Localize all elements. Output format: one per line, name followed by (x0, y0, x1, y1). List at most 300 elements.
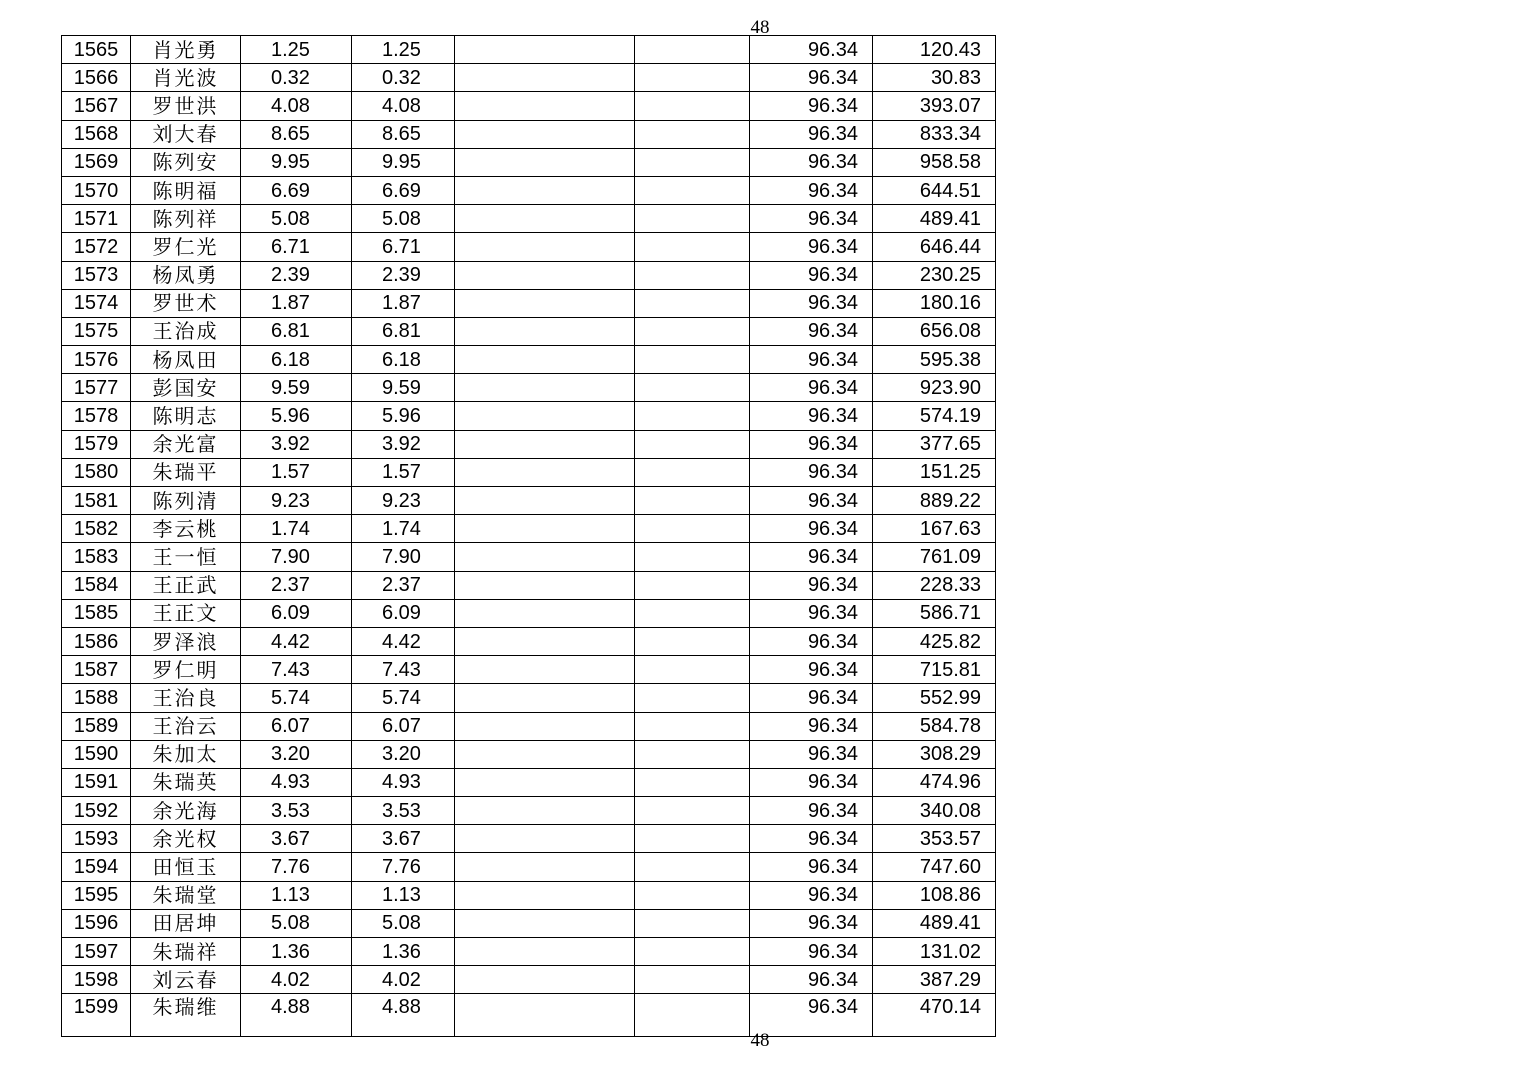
row-empty-cell (455, 487, 635, 515)
row-area-confirmed-cell: 2.39 (352, 261, 455, 289)
row-empty-cell (635, 740, 750, 768)
table-row (62, 909, 996, 937)
row-amount-cell: 923.90 (873, 374, 996, 402)
row-area-confirmed-cell: 3.92 (352, 430, 455, 458)
row-empty-cell (455, 148, 635, 176)
row-amount-cell: 489.41 (873, 205, 996, 233)
row-id-cell: 1578 (62, 402, 131, 430)
row-id-cell: 1583 (62, 543, 131, 571)
table-row (62, 543, 996, 571)
row-area-cell: 8.65 (241, 120, 352, 148)
row-empty-cell (635, 261, 750, 289)
row-rate-cell: 96.34 (750, 487, 873, 515)
row-amount-cell: 470.14 (873, 994, 996, 1037)
row-area-cell: 3.67 (241, 825, 352, 853)
row-id-cell: 1579 (62, 430, 131, 458)
row-amount-cell: 167.63 (873, 515, 996, 543)
row-amount-cell: 833.34 (873, 120, 996, 148)
row-name-cell: 罗仁明 (131, 656, 241, 684)
row-area-cell: 6.18 (241, 346, 352, 374)
row-area-confirmed-cell: 3.53 (352, 797, 455, 825)
row-area-cell: 2.37 (241, 571, 352, 599)
row-area-cell: 6.09 (241, 599, 352, 627)
row-empty-cell (635, 966, 750, 994)
row-amount-cell: 131.02 (873, 938, 996, 966)
row-empty-cell (455, 233, 635, 261)
row-amount-cell: 230.25 (873, 261, 996, 289)
row-area-cell: 7.76 (241, 853, 352, 881)
row-name-cell: 朱瑞英 (131, 768, 241, 796)
row-empty-cell (635, 627, 750, 655)
row-rate-cell: 96.34 (750, 261, 873, 289)
row-rate-cell: 96.34 (750, 458, 873, 486)
row-id-cell: 1593 (62, 825, 131, 853)
row-amount-cell: 656.08 (873, 317, 996, 345)
table-body (62, 36, 996, 1037)
row-name-cell: 王正文 (131, 599, 241, 627)
row-rate-cell: 96.34 (750, 684, 873, 712)
row-area-cell: 6.69 (241, 176, 352, 204)
row-area-cell: 1.25 (241, 36, 352, 64)
row-id-cell: 1577 (62, 374, 131, 402)
row-area-confirmed-cell: 1.87 (352, 289, 455, 317)
row-area-confirmed-cell: 5.08 (352, 909, 455, 937)
row-empty-cell (455, 740, 635, 768)
row-area-cell: 2.39 (241, 261, 352, 289)
row-empty-cell (635, 571, 750, 599)
table-row (62, 289, 996, 317)
row-rate-cell: 96.34 (750, 881, 873, 909)
row-name-cell: 肖光勇 (131, 36, 241, 64)
table-row (62, 205, 996, 233)
row-area-confirmed-cell: 6.71 (352, 233, 455, 261)
row-name-cell: 杨凤田 (131, 346, 241, 374)
row-rate-cell: 96.34 (750, 656, 873, 684)
row-name-cell: 王治云 (131, 712, 241, 740)
row-rate-cell: 96.34 (750, 36, 873, 64)
row-empty-cell (455, 656, 635, 684)
row-rate-cell: 96.34 (750, 205, 873, 233)
row-id-cell: 1568 (62, 120, 131, 148)
row-empty-cell (635, 92, 750, 120)
row-area-confirmed-cell: 2.37 (352, 571, 455, 599)
row-amount-cell: 108.86 (873, 881, 996, 909)
row-empty-cell (455, 205, 635, 233)
row-amount-cell: 574.19 (873, 402, 996, 430)
row-rate-cell: 96.34 (750, 797, 873, 825)
row-empty-cell (455, 346, 635, 374)
row-id-cell: 1599 (62, 994, 131, 1037)
row-rate-cell: 96.34 (750, 627, 873, 655)
row-id-cell: 1590 (62, 740, 131, 768)
table-row (62, 261, 996, 289)
row-amount-cell: 353.57 (873, 825, 996, 853)
row-area-confirmed-cell: 4.93 (352, 768, 455, 796)
row-area-cell: 5.08 (241, 205, 352, 233)
row-name-cell: 刘大春 (131, 120, 241, 148)
row-rate-cell: 96.34 (750, 176, 873, 204)
row-area-confirmed-cell: 5.96 (352, 402, 455, 430)
page-number-top: 48 (750, 17, 770, 38)
table-row (62, 797, 996, 825)
row-empty-cell (635, 938, 750, 966)
row-empty-cell (635, 458, 750, 486)
row-name-cell: 田居坤 (131, 909, 241, 937)
row-id-cell: 1594 (62, 853, 131, 881)
row-area-confirmed-cell: 7.43 (352, 656, 455, 684)
row-empty-cell (455, 627, 635, 655)
row-area-cell: 9.59 (241, 374, 352, 402)
row-empty-cell (635, 205, 750, 233)
table-row (62, 994, 996, 1037)
row-name-cell: 陈列安 (131, 148, 241, 176)
row-empty-cell (635, 64, 750, 92)
row-area-cell: 4.88 (241, 994, 352, 1037)
row-empty-cell (635, 233, 750, 261)
row-empty-cell (455, 853, 635, 881)
row-rate-cell: 96.34 (750, 994, 873, 1037)
row-id-cell: 1574 (62, 289, 131, 317)
table-row (62, 881, 996, 909)
row-amount-cell: 120.43 (873, 36, 996, 64)
row-empty-cell (455, 966, 635, 994)
row-area-cell: 3.20 (241, 740, 352, 768)
row-name-cell: 王正武 (131, 571, 241, 599)
table-row (62, 768, 996, 796)
row-id-cell: 1595 (62, 881, 131, 909)
row-name-cell: 朱瑞平 (131, 458, 241, 486)
table-row (62, 92, 996, 120)
row-empty-cell (455, 768, 635, 796)
row-name-cell: 王治良 (131, 684, 241, 712)
table-row (62, 36, 996, 64)
row-amount-cell: 595.38 (873, 346, 996, 374)
table-row (62, 966, 996, 994)
row-empty-cell (455, 64, 635, 92)
row-name-cell: 肖光波 (131, 64, 241, 92)
row-empty-cell (455, 374, 635, 402)
row-empty-cell (455, 120, 635, 148)
row-name-cell: 李云桃 (131, 515, 241, 543)
row-empty-cell (635, 768, 750, 796)
row-empty-cell (635, 120, 750, 148)
row-rate-cell: 96.34 (750, 233, 873, 261)
row-rate-cell: 96.34 (750, 430, 873, 458)
row-area-cell: 5.08 (241, 909, 352, 937)
table-row (62, 656, 996, 684)
row-id-cell: 1591 (62, 768, 131, 796)
row-area-confirmed-cell: 5.08 (352, 205, 455, 233)
row-rate-cell: 96.34 (750, 374, 873, 402)
row-area-confirmed-cell: 1.13 (352, 881, 455, 909)
row-amount-cell: 761.09 (873, 543, 996, 571)
row-empty-cell (455, 571, 635, 599)
row-amount-cell: 646.44 (873, 233, 996, 261)
row-rate-cell: 96.34 (750, 740, 873, 768)
row-id-cell: 1566 (62, 64, 131, 92)
row-amount-cell: 889.22 (873, 487, 996, 515)
row-empty-cell (455, 797, 635, 825)
row-amount-cell: 151.25 (873, 458, 996, 486)
row-empty-cell (635, 346, 750, 374)
row-empty-cell (635, 909, 750, 937)
row-area-cell: 7.43 (241, 656, 352, 684)
row-id-cell: 1565 (62, 36, 131, 64)
row-empty-cell (455, 543, 635, 571)
table-row (62, 853, 996, 881)
row-amount-cell: 552.99 (873, 684, 996, 712)
row-empty-cell (635, 515, 750, 543)
row-empty-cell (455, 938, 635, 966)
row-empty-cell (455, 430, 635, 458)
row-area-confirmed-cell: 3.20 (352, 740, 455, 768)
row-area-confirmed-cell: 4.42 (352, 627, 455, 655)
row-area-cell: 6.07 (241, 712, 352, 740)
row-area-confirmed-cell: 6.18 (352, 346, 455, 374)
row-rate-cell: 96.34 (750, 346, 873, 374)
row-name-cell: 王一恒 (131, 543, 241, 571)
row-rate-cell: 96.34 (750, 64, 873, 92)
row-amount-cell: 644.51 (873, 176, 996, 204)
row-empty-cell (455, 825, 635, 853)
row-area-confirmed-cell: 7.76 (352, 853, 455, 881)
row-area-cell: 1.13 (241, 881, 352, 909)
row-id-cell: 1571 (62, 205, 131, 233)
row-empty-cell (635, 36, 750, 64)
row-area-cell: 1.74 (241, 515, 352, 543)
row-rate-cell: 96.34 (750, 909, 873, 937)
table-row (62, 599, 996, 627)
row-rate-cell: 96.34 (750, 966, 873, 994)
row-amount-cell: 425.82 (873, 627, 996, 655)
row-empty-cell (635, 289, 750, 317)
row-rate-cell: 96.34 (750, 148, 873, 176)
row-amount-cell: 393.07 (873, 92, 996, 120)
row-rate-cell: 96.34 (750, 825, 873, 853)
row-id-cell: 1588 (62, 684, 131, 712)
row-amount-cell: 715.81 (873, 656, 996, 684)
table-row (62, 374, 996, 402)
row-name-cell: 王治成 (131, 317, 241, 345)
row-area-confirmed-cell: 1.74 (352, 515, 455, 543)
row-name-cell: 朱加太 (131, 740, 241, 768)
row-id-cell: 1570 (62, 176, 131, 204)
row-empty-cell (635, 176, 750, 204)
row-area-cell: 4.02 (241, 966, 352, 994)
row-empty-cell (455, 909, 635, 937)
row-rate-cell: 96.34 (750, 853, 873, 881)
row-id-cell: 1597 (62, 938, 131, 966)
row-empty-cell (635, 684, 750, 712)
row-area-cell: 0.32 (241, 64, 352, 92)
row-area-cell: 4.42 (241, 627, 352, 655)
row-id-cell: 1580 (62, 458, 131, 486)
row-id-cell: 1587 (62, 656, 131, 684)
row-area-confirmed-cell: 6.07 (352, 712, 455, 740)
row-id-cell: 1584 (62, 571, 131, 599)
row-id-cell: 1585 (62, 599, 131, 627)
row-rate-cell: 96.34 (750, 515, 873, 543)
row-amount-cell: 747.60 (873, 853, 996, 881)
row-name-cell: 朱瑞维 (131, 994, 241, 1037)
row-name-cell: 余光权 (131, 825, 241, 853)
row-name-cell: 陈列清 (131, 487, 241, 515)
row-name-cell: 朱瑞祥 (131, 938, 241, 966)
row-empty-cell (455, 994, 635, 1037)
row-empty-cell (635, 797, 750, 825)
row-area-cell: 3.92 (241, 430, 352, 458)
row-area-confirmed-cell: 4.08 (352, 92, 455, 120)
row-empty-cell (635, 148, 750, 176)
row-empty-cell (455, 402, 635, 430)
row-amount-cell: 958.58 (873, 148, 996, 176)
row-empty-cell (635, 656, 750, 684)
row-area-confirmed-cell: 9.59 (352, 374, 455, 402)
row-area-confirmed-cell: 3.67 (352, 825, 455, 853)
table-row (62, 938, 996, 966)
row-amount-cell: 474.96 (873, 768, 996, 796)
row-rate-cell: 96.34 (750, 289, 873, 317)
row-area-cell: 9.95 (241, 148, 352, 176)
row-empty-cell (455, 599, 635, 627)
row-rate-cell: 96.34 (750, 571, 873, 599)
table-row (62, 402, 996, 430)
row-name-cell: 陈明志 (131, 402, 241, 430)
row-empty-cell (635, 881, 750, 909)
row-empty-cell (635, 487, 750, 515)
row-area-cell: 9.23 (241, 487, 352, 515)
row-area-cell: 1.87 (241, 289, 352, 317)
row-area-cell: 1.57 (241, 458, 352, 486)
row-empty-cell (635, 430, 750, 458)
row-amount-cell: 387.29 (873, 966, 996, 994)
row-rate-cell: 96.34 (750, 92, 873, 120)
row-area-confirmed-cell: 9.23 (352, 487, 455, 515)
row-amount-cell: 30.83 (873, 64, 996, 92)
row-name-cell: 余光富 (131, 430, 241, 458)
row-id-cell: 1589 (62, 712, 131, 740)
table-row (62, 571, 996, 599)
row-empty-cell (635, 374, 750, 402)
row-area-confirmed-cell: 0.32 (352, 64, 455, 92)
row-id-cell: 1581 (62, 487, 131, 515)
row-empty-cell (455, 176, 635, 204)
row-empty-cell (455, 515, 635, 543)
row-empty-cell (455, 36, 635, 64)
row-area-confirmed-cell: 6.09 (352, 599, 455, 627)
row-area-cell: 4.93 (241, 768, 352, 796)
data-table (61, 35, 996, 1037)
row-area-confirmed-cell: 8.65 (352, 120, 455, 148)
row-amount-cell: 340.08 (873, 797, 996, 825)
table-row (62, 120, 996, 148)
row-amount-cell: 584.78 (873, 712, 996, 740)
row-empty-cell (455, 289, 635, 317)
table-row (62, 627, 996, 655)
table-row (62, 176, 996, 204)
row-name-cell: 彭国安 (131, 374, 241, 402)
row-id-cell: 1596 (62, 909, 131, 937)
row-area-confirmed-cell: 1.36 (352, 938, 455, 966)
row-id-cell: 1575 (62, 317, 131, 345)
row-id-cell: 1592 (62, 797, 131, 825)
row-amount-cell: 586.71 (873, 599, 996, 627)
row-rate-cell: 96.34 (750, 317, 873, 345)
table-row (62, 458, 996, 486)
row-id-cell: 1576 (62, 346, 131, 374)
table-row (62, 64, 996, 92)
row-area-confirmed-cell: 7.90 (352, 543, 455, 571)
row-empty-cell (455, 881, 635, 909)
row-empty-cell (455, 458, 635, 486)
row-rate-cell: 96.34 (750, 599, 873, 627)
row-empty-cell (455, 261, 635, 289)
table-row (62, 487, 996, 515)
row-amount-cell: 228.33 (873, 571, 996, 599)
row-amount-cell: 180.16 (873, 289, 996, 317)
row-amount-cell: 489.41 (873, 909, 996, 937)
table-row (62, 515, 996, 543)
row-name-cell: 罗世洪 (131, 92, 241, 120)
row-area-confirmed-cell: 5.74 (352, 684, 455, 712)
row-id-cell: 1573 (62, 261, 131, 289)
row-area-confirmed-cell: 9.95 (352, 148, 455, 176)
row-id-cell: 1569 (62, 148, 131, 176)
row-id-cell: 1598 (62, 966, 131, 994)
page-number-bottom: 48 (750, 1030, 770, 1051)
row-area-confirmed-cell: 6.81 (352, 317, 455, 345)
row-area-cell: 1.36 (241, 938, 352, 966)
row-area-cell: 6.81 (241, 317, 352, 345)
row-name-cell: 刘云春 (131, 966, 241, 994)
row-area-cell: 4.08 (241, 92, 352, 120)
row-empty-cell (635, 543, 750, 571)
row-name-cell: 朱瑞堂 (131, 881, 241, 909)
table-row (62, 148, 996, 176)
row-name-cell: 余光海 (131, 797, 241, 825)
row-name-cell: 罗仁光 (131, 233, 241, 261)
row-empty-cell (635, 402, 750, 430)
row-amount-cell: 308.29 (873, 740, 996, 768)
row-area-cell: 5.74 (241, 684, 352, 712)
table-row (62, 684, 996, 712)
row-name-cell: 陈列祥 (131, 205, 241, 233)
row-amount-cell: 377.65 (873, 430, 996, 458)
row-empty-cell (635, 853, 750, 881)
row-empty-cell (455, 317, 635, 345)
row-name-cell: 杨凤勇 (131, 261, 241, 289)
row-empty-cell (455, 92, 635, 120)
table-row (62, 317, 996, 345)
row-rate-cell: 96.34 (750, 712, 873, 740)
table-row (62, 740, 996, 768)
row-rate-cell: 96.34 (750, 543, 873, 571)
row-empty-cell (635, 825, 750, 853)
row-area-confirmed-cell: 1.57 (352, 458, 455, 486)
row-id-cell: 1572 (62, 233, 131, 261)
row-id-cell: 1567 (62, 92, 131, 120)
row-area-cell: 3.53 (241, 797, 352, 825)
table-row (62, 233, 996, 261)
row-id-cell: 1586 (62, 627, 131, 655)
row-empty-cell (455, 712, 635, 740)
row-area-confirmed-cell: 6.69 (352, 176, 455, 204)
row-area-cell: 5.96 (241, 402, 352, 430)
row-area-confirmed-cell: 4.88 (352, 994, 455, 1037)
row-empty-cell (635, 712, 750, 740)
row-empty-cell (635, 317, 750, 345)
table-row (62, 825, 996, 853)
